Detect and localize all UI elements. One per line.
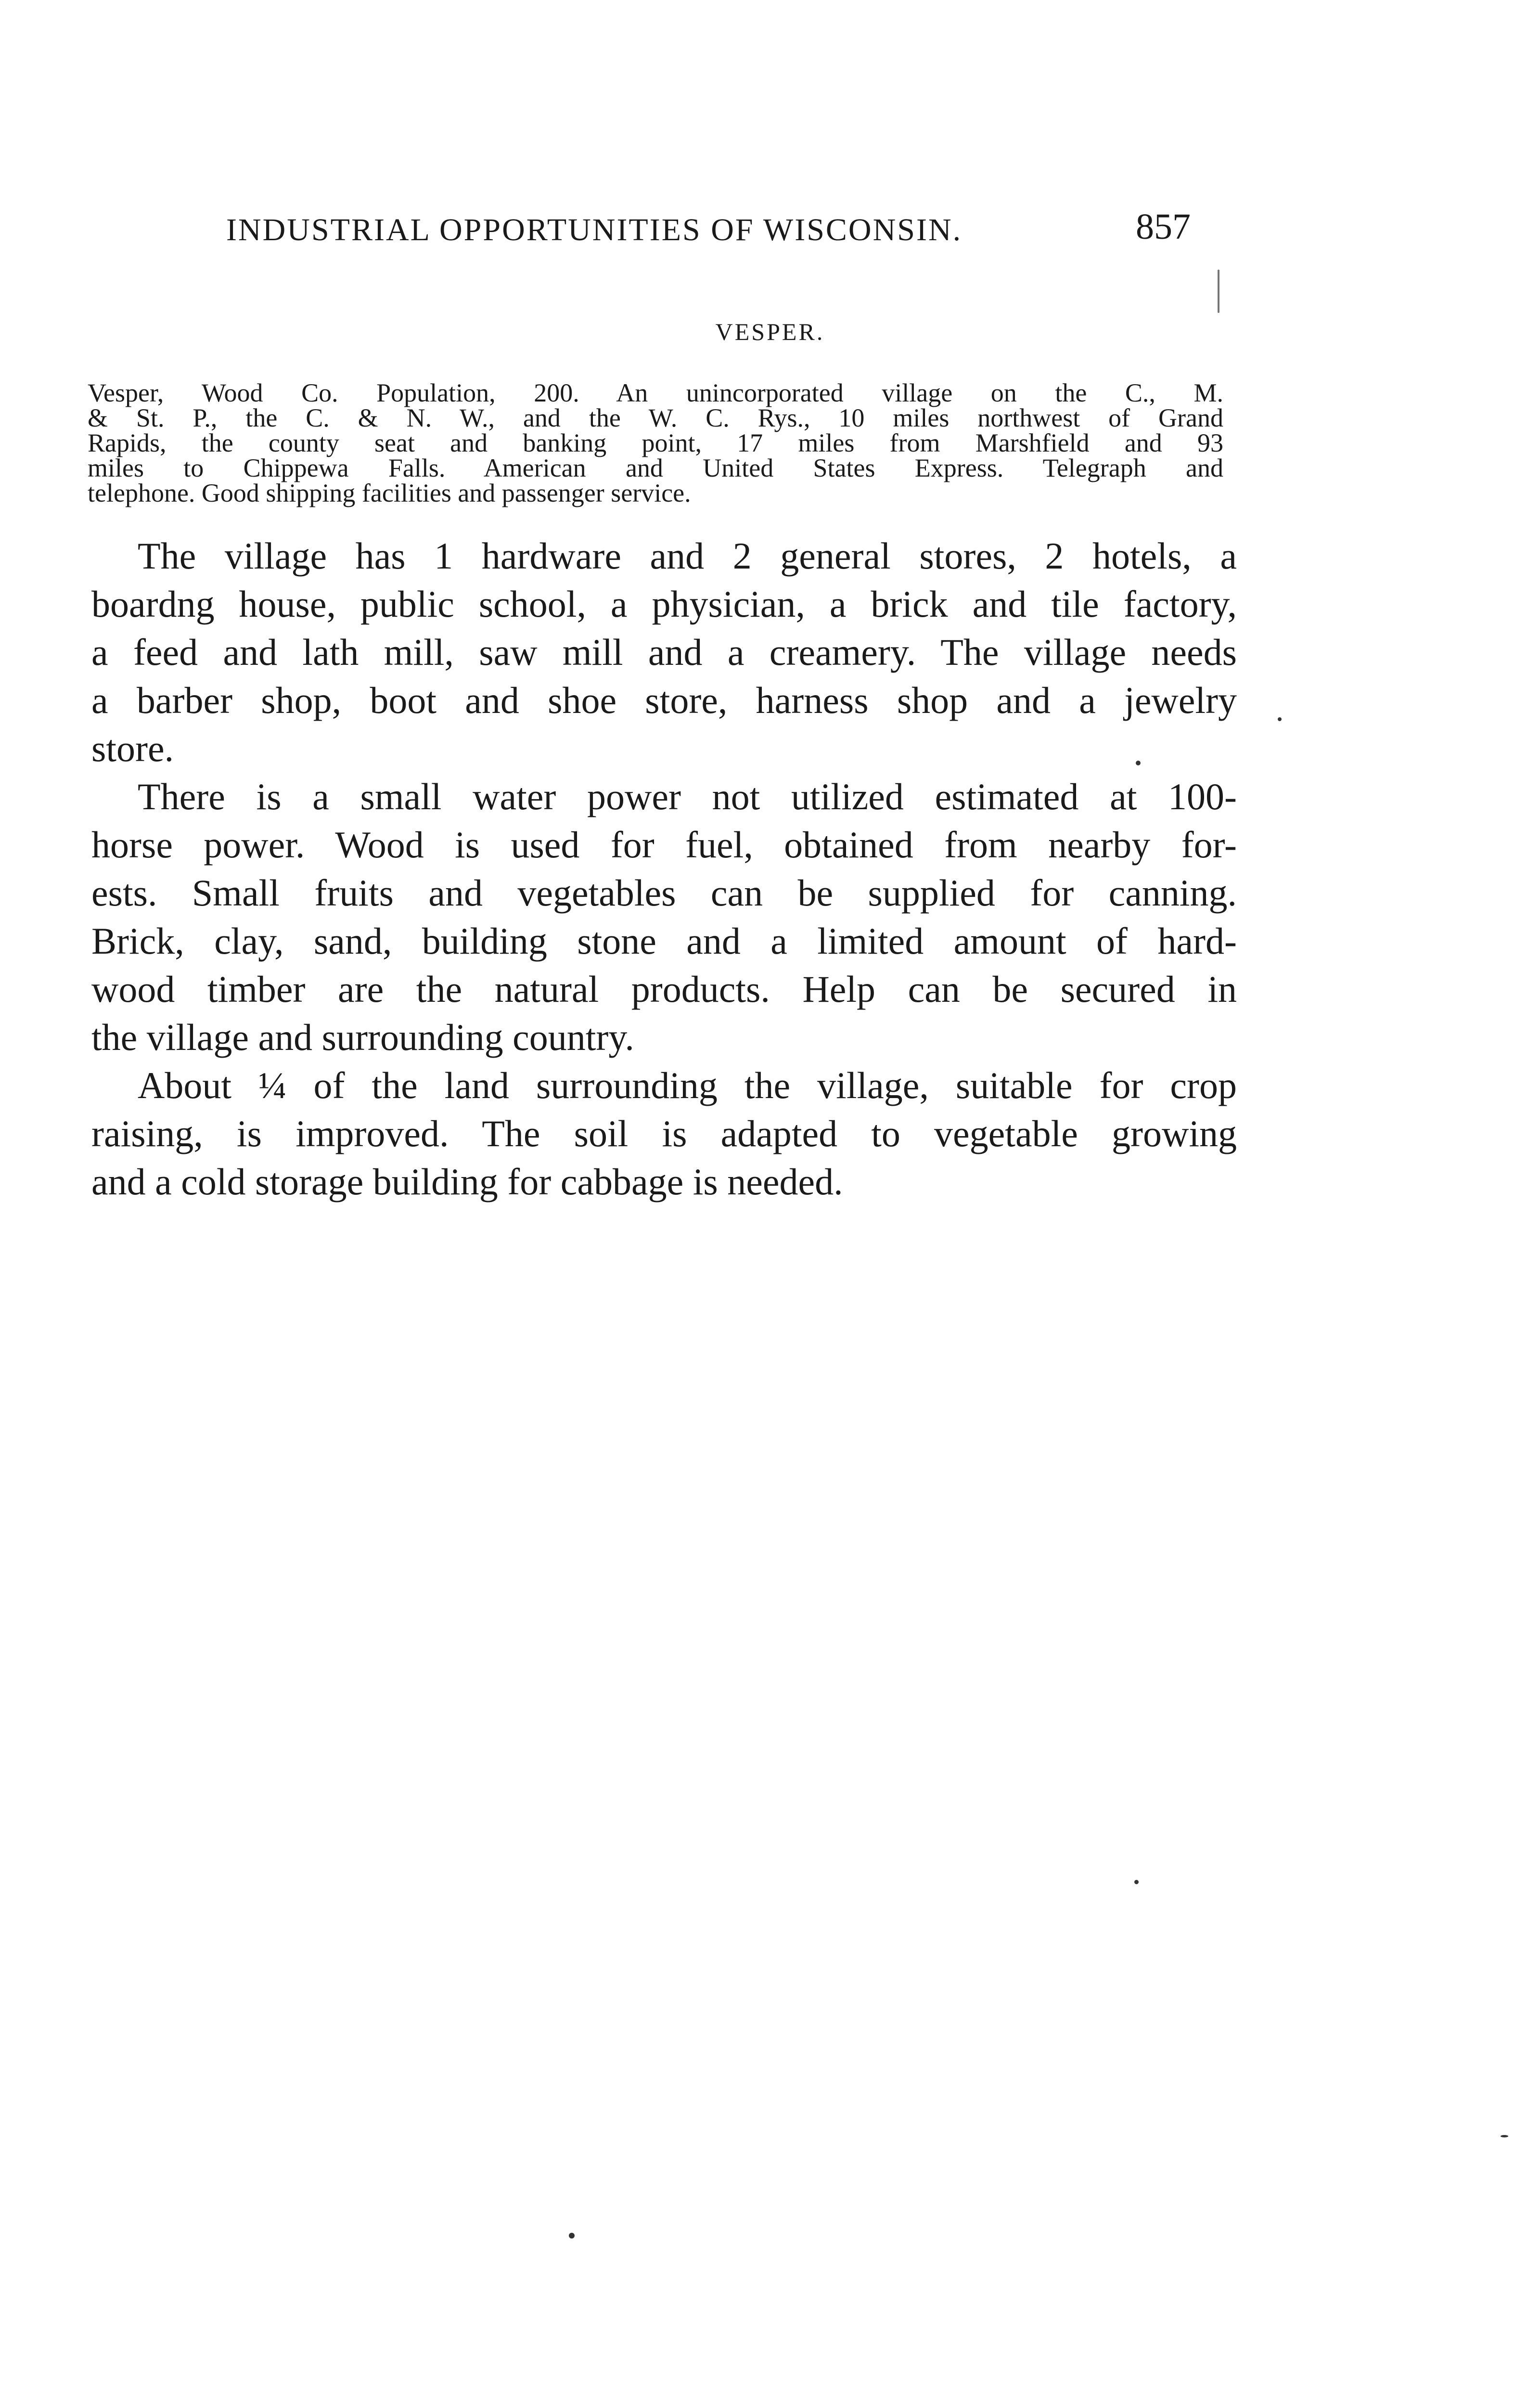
scan-speck <box>1136 761 1141 765</box>
scan-speck <box>1278 717 1282 721</box>
paragraph-1 <box>91 532 1237 773</box>
scan-speck <box>1134 1880 1139 1884</box>
summary-line: miles to Chippewa Falls. American and United States Express. Telegraph and <box>88 453 1223 482</box>
running-title: INDUSTRIAL OPPORTUNITIES OF WISCONSIN. <box>226 212 962 247</box>
summary-block <box>88 380 1223 505</box>
summary-line: Vesper, Wood Co. Population, 200. An unincorporated village on the C., M. <box>88 378 1223 407</box>
text-line: store. <box>91 727 174 769</box>
scan-speck <box>569 2233 575 2239</box>
paragraph-2 <box>91 773 1237 1061</box>
text-line: the village and surrounding country. <box>91 1016 634 1058</box>
text-line: wood timber are the natural products. Help can be secured in <box>91 968 1237 1010</box>
text-line: raising, is improved. The soil is adapted to vegetable growing <box>91 1113 1237 1154</box>
text-line: About ¼ of the land surrounding the village, suitable for crop <box>138 1064 1237 1106</box>
paragraph-3 <box>91 1061 1237 1206</box>
page-number: 857 <box>1136 207 1191 247</box>
summary-line: & St. P., the C. & N. W., and the W. C. Rys., 10 miles northwest of Grand <box>88 403 1223 432</box>
section-title: VESPER. <box>715 318 825 345</box>
text-line: and a cold storage building for cabbage is needed. <box>91 1161 843 1203</box>
text-line: There is a small water power not utilized estimated at 100- <box>138 776 1237 817</box>
text-line: a feed and lath mill, saw mill and a creamery. The village needs <box>91 631 1237 673</box>
text-line: The village has 1 hardware and 2 general stores, 2 hotels, a <box>138 535 1237 577</box>
summary-line: Rapids, the county seat and banking point, 17 miles from Marshfield and 93 <box>88 428 1223 457</box>
scan-speck <box>1218 270 1219 313</box>
text-line: boardng house, public school, a physician, a brick and tile factory, <box>91 583 1237 625</box>
text-line: Brick, clay, sand, building stone and a limited amount of hard- <box>91 920 1237 962</box>
summary-line: telephone. Good shipping facilities and passenger service. <box>88 479 691 507</box>
text-line: ests. Small fruits and vegetables can be supplied for canning. <box>91 872 1237 914</box>
text-line: a barber shop, boot and shoe store, harness shop and a jewelry <box>91 679 1237 721</box>
text-line: horse power. Wood is used for fuel, obtained from nearby for- <box>91 824 1237 866</box>
scan-speck <box>1501 2135 1508 2137</box>
body-text <box>91 532 1237 1206</box>
